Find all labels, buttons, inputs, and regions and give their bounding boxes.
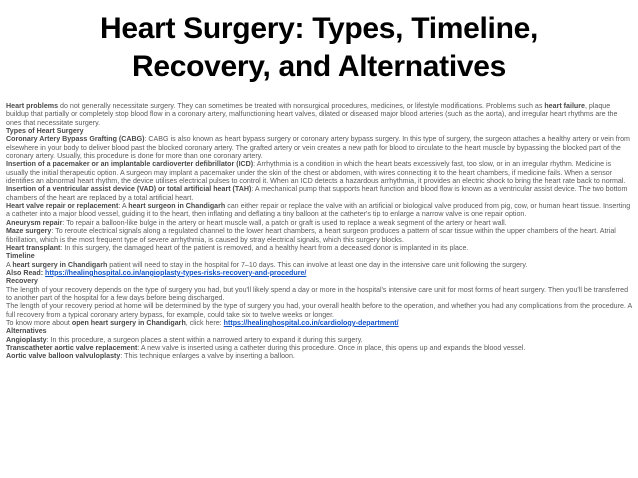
balloon-title: Aortic valve balloon valvuloplasty	[6, 352, 121, 361]
angioplasty-text: : In this procedure, a surgeon places a stent within a narrowed artery to expand it during this surgery.	[46, 335, 363, 344]
tavr-title: Transcatheter aortic valve replacement	[6, 343, 138, 352]
timeline-heading: Timeline	[6, 252, 35, 261]
alternatives-heading: Alternatives	[6, 327, 47, 336]
recovery-heading: Recovery	[6, 277, 38, 286]
transplant-paragraph	[6, 244, 632, 252]
vad-title: Insertion of a ventricular assist device (VAD) or total artificial heart (TAH)	[6, 185, 252, 194]
aneurysm-paragraph	[6, 219, 632, 227]
cardiology-department-link[interactable]: https://healinghospital.co.in/cardiology-department/	[223, 318, 399, 327]
know-more-paragraph	[6, 319, 632, 327]
valve-title: Heart valve repair or replacement	[6, 202, 119, 211]
tavr-text: : A new valve is inserted using a catheter during this procedure. Once in place, this opens up and expands the blood vessel.	[137, 343, 526, 352]
recovery-paragraph-1: The length of your recovery depends on the type of surgery you had, but you'll likely spend a day or more in the hospital's intensive care unit for most forms of heart surgery. Then you'll be transferred to another part of the hospital for a few days before being discharged.	[6, 285, 629, 302]
intro-bold-heart-problems: Heart problems	[6, 102, 59, 110]
valve-paragraph	[6, 202, 632, 219]
intro-text-1: do not generally necessitate surgery. They can sometimes be treated with nonsurgical procedures, medicines, or lifestyle modifications. Problems such as	[58, 102, 545, 110]
transplant-text: : In this surgery, the damaged heart of the patient is removed, and a healthy heart from a deceased donor is implanted in its place.	[60, 243, 469, 252]
angioplasty-article-link[interactable]: https://healinghospital.co.in/angioplasty-types-risks-recovery-and-procedure/	[45, 268, 307, 277]
know-more-bold: open heart surgery in Chandigarh	[71, 318, 186, 327]
valve-bold-surgeon: heart surgeon in Chandigarh	[128, 202, 226, 211]
vad-text: : A mechanical pump that supports heart function and blood flow is known as a ventricular assist device. The two bottom chambers of the heart are replaced by a total artificial heart.	[6, 185, 628, 202]
timeline-bold: heart surgery in Chandigarh	[12, 260, 108, 269]
article-body	[6, 102, 632, 361]
maze-paragraph	[6, 227, 632, 244]
valve-text-2: can either repair or replace the valve with an artificial or biological valve produced from pig, cow, or human heart tissue. Inserting a catheter into a major blood vessel, guiding it to the heart, then inflating and deflating a tiny balloon at the catheter's tip to enlarge a narrow valve is one repair option.	[6, 202, 631, 219]
angioplasty-title: Angioplasty	[6, 335, 47, 344]
cabg-title: Coronary Artery Bypass Grafting (CABG)	[6, 135, 145, 144]
recovery-paragraph-2: The length of your recovery period at home will be determined by the type of surgery you had, your overall health before to the operation, and whether you had any complications from the procedure. A full recovery from a typical coronary artery bypass, for example, could take six to twelve weeks or longer.	[6, 302, 632, 319]
cabg-text: : CABG is also known as heart bypass surgery or coronary artery bypass surgery. In this type of surgery, the surgeon attaches a healthy artery or vein from elsewhere in your body to deliver blood past the blocked coronary artery. The grafted artery or vein creates a new path for blood to circulate to the heart muscle by bypassing the blocked part of the coronary artery. Usually, this procedure is done for more than one coronary artery.	[6, 135, 630, 161]
timeline-paragraph	[6, 261, 632, 269]
intro-paragraph	[6, 102, 632, 127]
types-heading: Types of Heart Surgery	[6, 127, 84, 136]
intro-bold-heart-failure: heart failure	[544, 102, 585, 110]
transplant-title: Heart transplant	[6, 243, 61, 252]
tavr-paragraph	[6, 344, 632, 352]
timeline-text-2: patient will need to stay in the hospital for 7–10 days. This can involve at least one day in the intensive care unit following the surgery.	[107, 260, 528, 269]
also-read-paragraph	[6, 269, 632, 277]
icd-text: : Arrhythmia is a condition in which the heart beats excessively fast, too slow, or in an irregular rhythm. Medicine is usually the initial therapeutic option. A surgeon may implant a pacemaker under the skin of the chest or abdomen, with wires connecting it to the heart chambers, if medicine fails. When a sensor identifies an abnormal heart rhythm, the device utilises electrical pulses to control it. When an ICD detects a hazardous arrhythmia, it provides an electric shock to bring the heart rate back to normal.	[6, 160, 626, 186]
cabg-paragraph	[6, 135, 632, 160]
intro-text-2: , plaque buildup that partially or completely stop blood flow in a coronary artery, malfunctioning heart valves, dilated or diseased major blood arteries (such as the aorta), and irregular heart rhythms are the ones that necessitate surgery.	[6, 102, 618, 127]
timeline-text-1: A	[6, 260, 13, 269]
icd-title: Insertion of a pacemaker or an implantable cardioverter defibrillator (ICD)	[6, 160, 254, 169]
also-read-label: Also Read:	[6, 268, 46, 277]
balloon-text: : This technique enlarges a valve by inserting a balloon.	[120, 352, 295, 361]
vad-paragraph	[6, 185, 632, 202]
title-line-1: Heart Surgery: Types, Timeline,	[99, 12, 539, 45]
know-more-text-2: , click here:	[185, 318, 224, 327]
know-more-text-1: To know more about	[6, 318, 72, 327]
angioplasty-paragraph	[6, 336, 632, 344]
aneurysm-title: Aneurysm repair	[6, 218, 63, 227]
balloon-paragraph	[6, 352, 632, 360]
maze-title: Maze surgery	[6, 227, 52, 236]
title-line-2: Recovery, and Alternatives	[131, 50, 507, 83]
maze-text: : To reroute electrical signals along a regulated channel to the lower heart chambers, a heart surgeon produces a pattern of scar tissue within the upper chambers of the heart. Atrial fibrillation, which is the most frequent type of severe arrhythmia, is caused by stray electrical signals, which this surgery blocks.	[6, 227, 616, 244]
valve-text-1: : A	[118, 202, 129, 211]
page-title	[20, 10, 618, 86]
icd-paragraph	[6, 160, 632, 185]
aneurysm-text: : To repair a balloon-like bulge in the artery or heart muscle wall, a patch or graft is used to replace a weak segment of the artery or heart wall.	[62, 218, 507, 227]
